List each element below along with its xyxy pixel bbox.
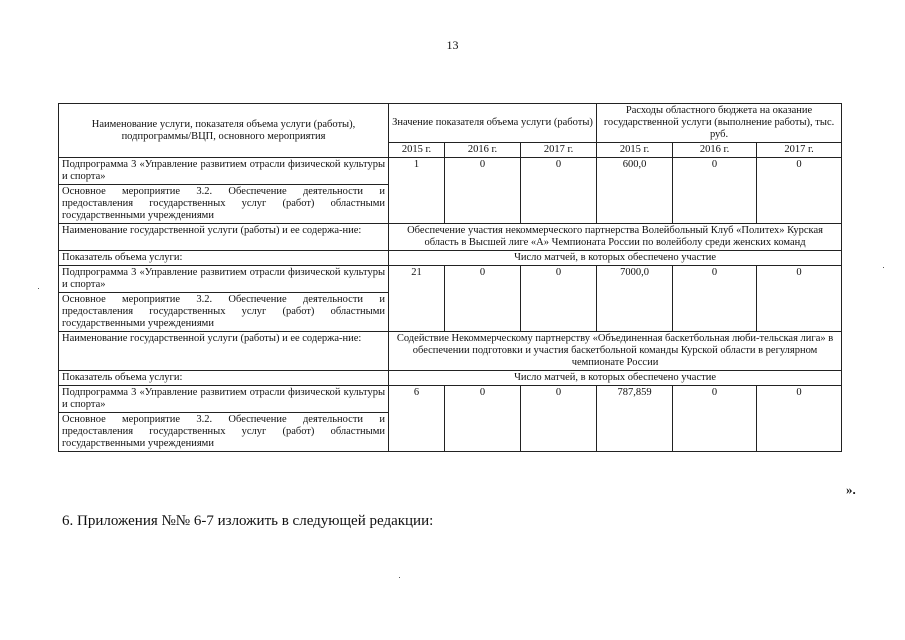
- value-cell: 0: [521, 386, 597, 452]
- table-row: [59, 371, 842, 386]
- scan-speck: [399, 577, 400, 578]
- header-year: 2017 г.: [521, 143, 597, 158]
- header-year: 2016 г.: [673, 143, 757, 158]
- value-cell: 0: [757, 386, 842, 452]
- service-name-cell: Обеспечение участия некоммерческого партнерства Волейбольный Клуб «Политех» Курская область в Высшей лиге «А» Чемпионата России по волейболу среди женских команд: [389, 224, 842, 251]
- closing-quote: ».: [846, 482, 856, 497]
- scan-speck: [883, 267, 884, 268]
- activity-cell: Основное мероприятие 3.2. Обеспечение деятельности и предоставления государственных услуг (работ) областными государственными учреждениями: [59, 185, 389, 224]
- value-cell: 0: [445, 266, 521, 332]
- value-cell: 600,0: [597, 158, 673, 224]
- value-cell: 0: [757, 266, 842, 332]
- header-year: 2017 г.: [757, 143, 842, 158]
- subprogram-cell: Подпрограмма 3 «Управление развитием отрасли физической культуры и спорта»: [59, 266, 389, 293]
- indicator-label-cell: Показатель объема услуги:: [59, 251, 389, 266]
- scan-speck: [38, 288, 39, 289]
- value-cell: 787,859: [597, 386, 673, 452]
- page-number: 13: [446, 38, 459, 52]
- subprogram-cell: Подпрограмма 3 «Управление развитием отрасли физической культуры и спорта»: [59, 158, 389, 185]
- service-label-cell: Наименование государственной услуги (работы) и ее содержа-ние:: [59, 332, 389, 371]
- value-cell: 1: [389, 158, 445, 224]
- service-label-cell: Наименование государственной услуги (работы) и ее содержа-ние:: [59, 224, 389, 251]
- value-cell: 6: [389, 386, 445, 452]
- value-cell: 0: [445, 386, 521, 452]
- section-instruction: 6. Приложения №№ 6-7 изложить в следующей редакции:: [62, 513, 434, 529]
- table-row: [59, 266, 842, 293]
- header-year: 2015 г.: [389, 143, 445, 158]
- value-cell: 0: [757, 158, 842, 224]
- activity-cell: Основное мероприятие 3.2. Обеспечение деятельности и предоставления государственных услуг (работ) областными государственными учреждениями: [59, 293, 389, 332]
- indicator-label-cell: Показатель объема услуги:: [59, 371, 389, 386]
- header-year: 2016 г.: [445, 143, 521, 158]
- indicator-text-cell: Число матчей, в которых обеспечено участие: [389, 251, 842, 266]
- activity-cell: Основное мероприятие 3.2. Обеспечение деятельности и предоставления государственных услуг (работ) областными государственными учреждениями: [59, 413, 389, 452]
- value-cell: 0: [673, 158, 757, 224]
- service-name-cell: Содействие Некоммерческому партнерству «Объединенная баскетбольная люби-тельская лига» в обеспечении подготовки и участия баскетбольной команды Курской области в регулярном чемпионате России: [389, 332, 842, 371]
- header-volume-group: Значение показателя объема услуги (работы): [389, 104, 597, 143]
- value-cell: 7000,0: [597, 266, 673, 332]
- value-cell: 21: [389, 266, 445, 332]
- indicator-text-cell: Число матчей, в которых обеспечено участие: [389, 371, 842, 386]
- table-row: [59, 332, 842, 371]
- table-row: [59, 224, 842, 251]
- value-cell: 0: [445, 158, 521, 224]
- value-cell: 0: [673, 386, 757, 452]
- budget-table: [58, 103, 842, 452]
- header-expense-group: Расходы областного бюджета на оказание государственной услуги (выполнение работы), тыс. руб.: [597, 104, 842, 143]
- value-cell: 0: [673, 266, 757, 332]
- table-row: [59, 158, 842, 185]
- table-row: [59, 251, 842, 266]
- header-name-column: Наименование услуги, показателя объема услуги (работы), подпрограммы/ВЦП, основного мероприятия: [59, 104, 389, 158]
- value-cell: 0: [521, 158, 597, 224]
- table-header-row: [59, 104, 842, 143]
- header-year: 2015 г.: [597, 143, 673, 158]
- table-row: [59, 386, 842, 413]
- subprogram-cell: Подпрограмма 3 «Управление развитием отрасли физической культуры и спорта»: [59, 386, 389, 413]
- value-cell: 0: [521, 266, 597, 332]
